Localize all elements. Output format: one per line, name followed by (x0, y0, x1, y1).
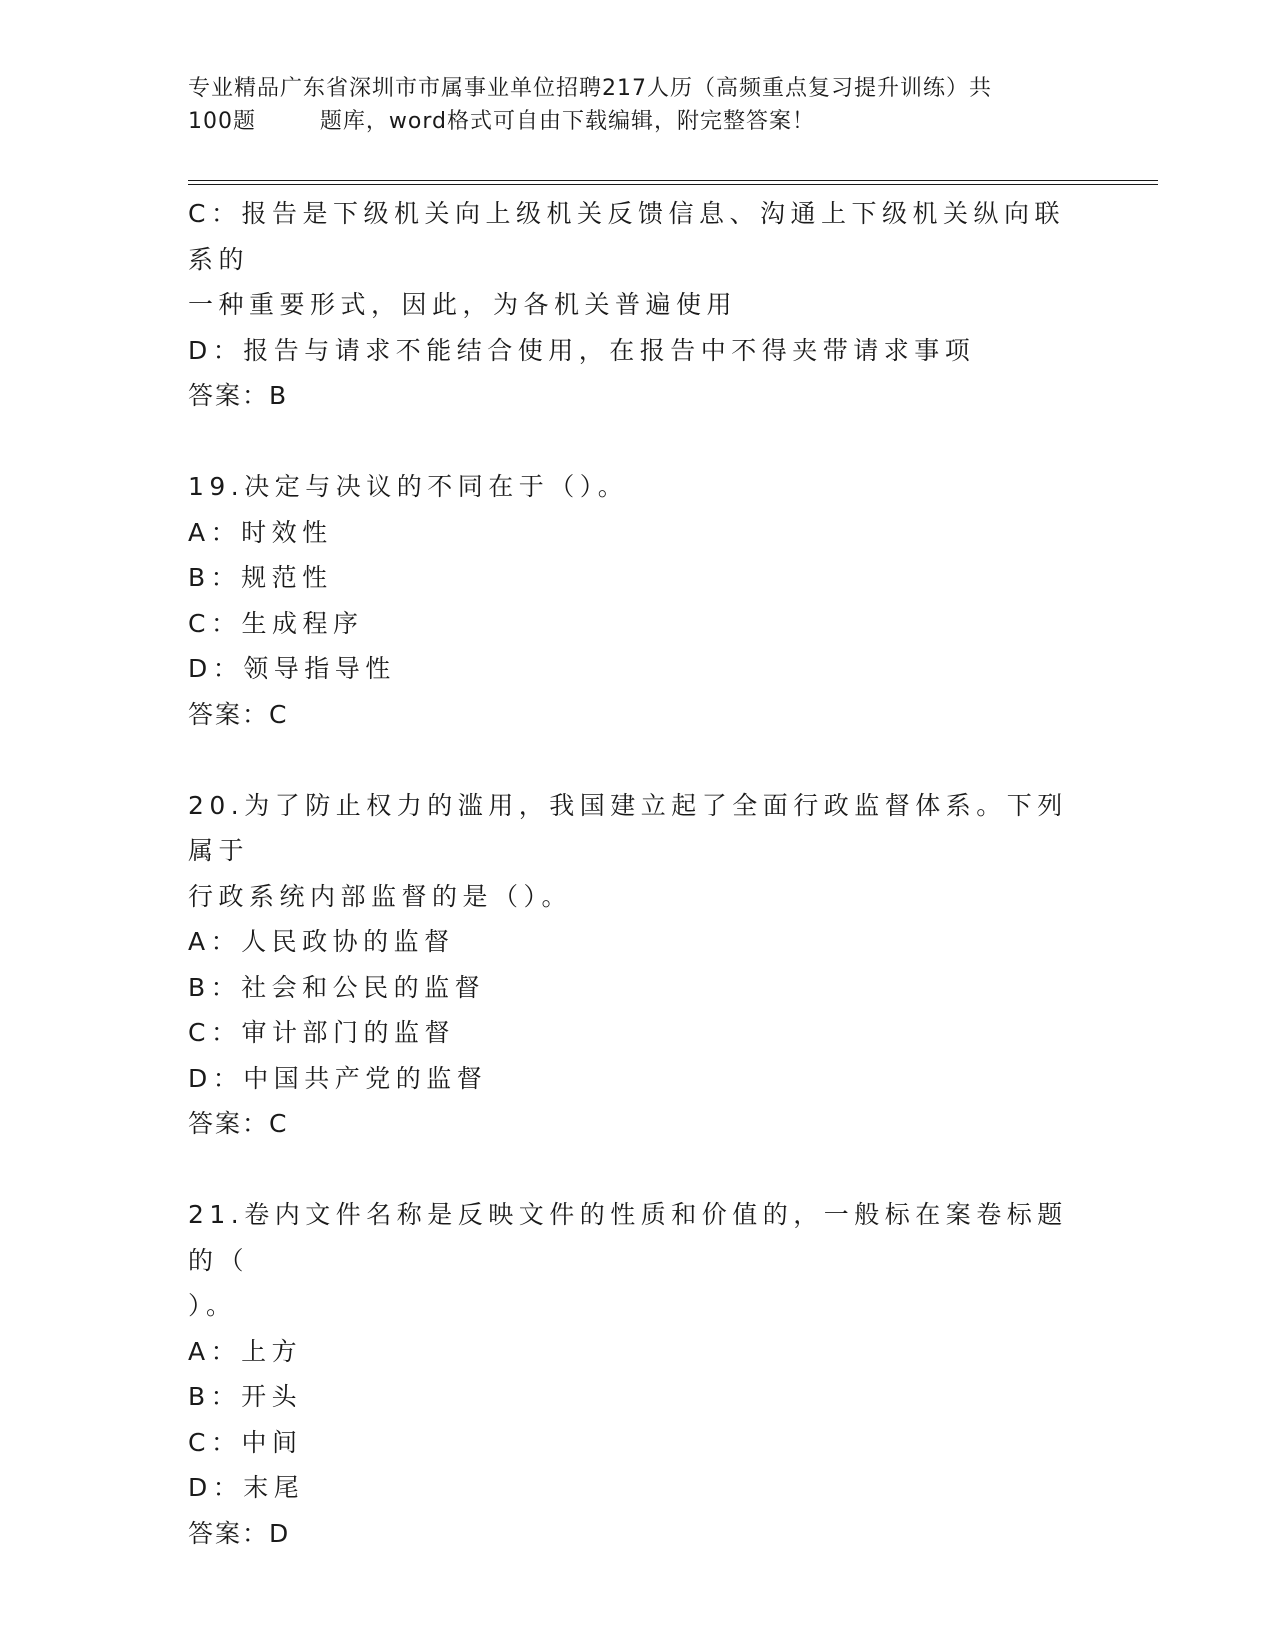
question-spacer (188, 419, 1088, 465)
answer-line: 答案：C (188, 699, 289, 729)
option-c: C：生成程序 (188, 608, 364, 638)
option-b: B：社会和公民的监督 (188, 972, 486, 1002)
question-spacer (188, 1147, 1088, 1193)
header-divider-bottom (188, 184, 1158, 185)
option-b: B：规范性 (188, 563, 333, 592)
question-20 (188, 783, 1088, 1147)
question-stem-line-2: ）。 (188, 1291, 237, 1320)
header-divider-top (188, 180, 1158, 181)
question-stem-line-1: 21.卷内文件名称是反映文件的性质和价值的，一般标在案卷标题的（ (188, 1200, 1068, 1275)
option-c: C：中间 (188, 1427, 303, 1457)
question-stem: 19.决定与决议的不同在于（）。 (188, 472, 629, 501)
question-21 (188, 1192, 1088, 1556)
option-a: A：上方 (188, 1336, 303, 1366)
header-title-line-1: 专业精品广东省深圳市市属事业单位招聘217人历（高频重点复习提升训练）共 (188, 76, 992, 101)
option-d: D：领导指导性 (188, 654, 396, 683)
option-a: A：人民政协的监督 (188, 927, 455, 956)
question-stem-line-1: 20.为了防止权力的滥用，我国建立起了全面行政监督体系。下列属于 (188, 790, 1068, 865)
option-b: B：开头 (188, 1382, 303, 1411)
option-d: D：报告与请求不能结合使用，在报告中不得夹带请求事项 (188, 335, 976, 365)
document-header (188, 72, 1088, 138)
option-a: A：时效性 (188, 517, 333, 547)
option-d: D：中国共产党的监督 (188, 1063, 488, 1093)
option-c: C：审计部门的监督 (188, 1018, 455, 1047)
header-title-line-2: 100题 题库，word格式可自由下载编辑，附完整答案！ (188, 109, 816, 134)
answer-line: 答案：C (188, 1109, 289, 1138)
option-c-line-1: C：报告是下级机关向上级机关反馈信息、沟通上下级机关纵向联系的 (188, 199, 1065, 274)
carryover-question (188, 191, 1088, 419)
question-stem-line-2: 行政系统内部监督的是（）。 (188, 881, 573, 911)
question-content (188, 191, 1088, 1556)
question-spacer (188, 737, 1088, 783)
question-19 (188, 464, 1088, 737)
answer-line: 答案：B (188, 381, 289, 410)
answer-line: 答案：D (188, 1518, 291, 1548)
option-c-line-2: 一种重要形式，因此，为各机关普遍使用 (188, 290, 738, 319)
option-d: D：末尾 (188, 1473, 305, 1502)
